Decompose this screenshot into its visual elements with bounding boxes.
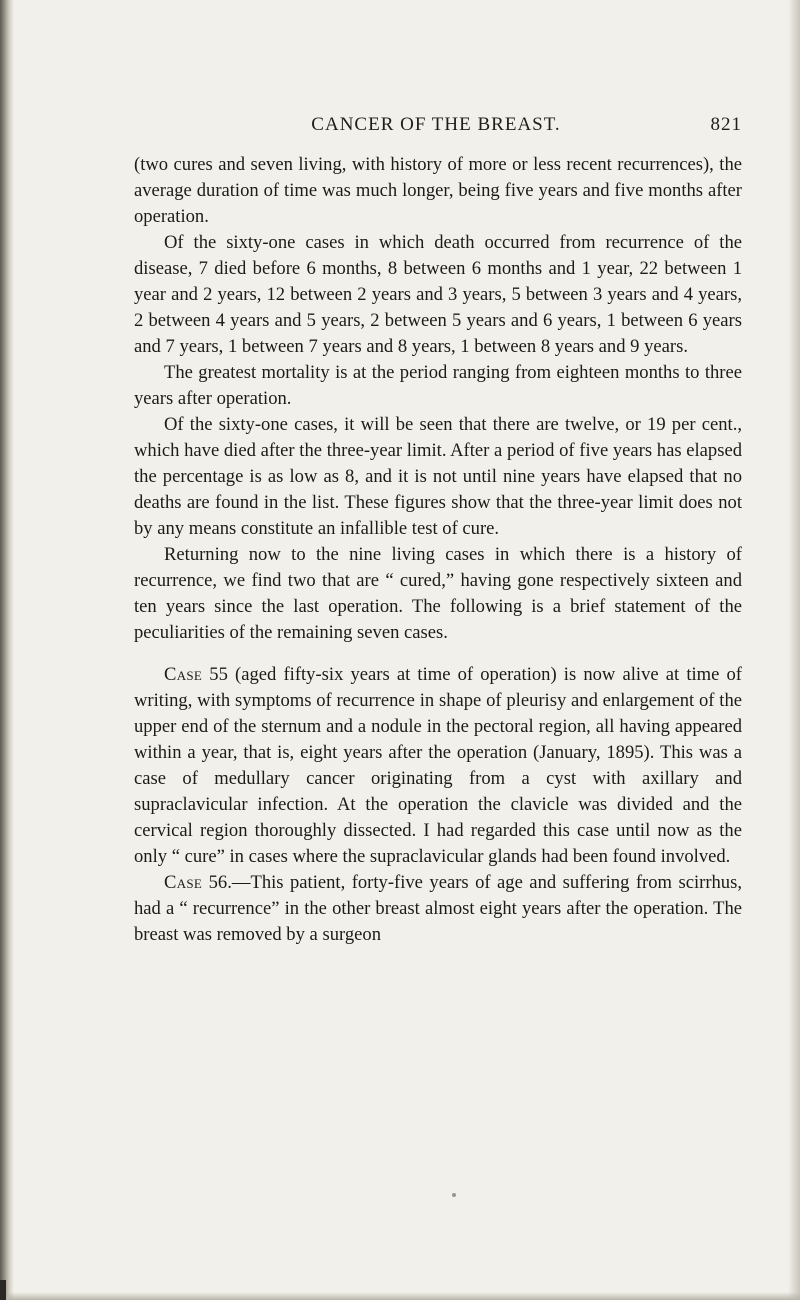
- paragraph-case-56: [134, 870, 742, 948]
- running-head: [130, 114, 742, 142]
- paragraph-case-55: [134, 662, 742, 870]
- case-label: Case: [164, 664, 203, 685]
- page-edge-right: [788, 0, 800, 1300]
- gutter-shadow: [0, 0, 14, 1300]
- page-number: 821: [710, 114, 742, 135]
- body-text: [134, 152, 742, 948]
- ink-speck: [452, 1193, 456, 1197]
- page-edge-bottom: [0, 1292, 800, 1300]
- paragraph-three-year-limit: Of the sixty-one cases, it will be seen that there are twelve, or 19 per cent., which have died after the three-year limit. After a period of five years has elapsed the percentage is as low as 8, and it is not until nine years have elapsed that no deaths are found in the list. These figures show that the three-year limit does not by any means constitute an infallible test of cure.: [134, 414, 742, 539]
- paragraph-greatest-mortality: The greatest mortality is at the period ranging from eighteen months to three years after operation.: [134, 362, 742, 409]
- running-title: CANCER OF THE BREAST.: [311, 114, 561, 135]
- paragraph-living-cases: Returning now to the nine living cases in which there is a history of recurrence, we find two that are “ cured,” having gone respectively sixteen and ten years since the last operation. The following is a brief statement of the peculiarities of the remaining seven cases.: [134, 544, 742, 643]
- case-55-text: 55 (aged fifty-six years at time of operation) is now alive at time of writing, with symptoms of recurrence in shape of pleurisy and enlargement of the upper end of the sternum and a nodule in the pectoral region, all having appeared within a year, that is, eight years after the operation (January, 1895). This was a case of medullary cancer originating from a cyst with axillary and supraclavicular infection. At the operation the clavicle was divided and the cervical region thoroughly dissected. I had regarded this case until now as the only “ cure” in cases where the supraclavicular glands had been found involved.: [134, 664, 742, 867]
- case-56-text: 56.—This patient, forty-five years of age and suffering from scirrhus, had a “ recurrence” in the other breast almost eight years after the operation. The breast was removed by a surgeon: [134, 872, 742, 945]
- case-label: Case: [164, 872, 203, 893]
- binding-mark: [0, 1280, 6, 1300]
- paragraph-recurrence-deaths: Of the sixty-one cases in which death occurred from recurrence of the disease, 7 died before 6 months, 8 between 6 months and 1 year, 22 between 1 year and 2 years, 12 between 2 years and 3 years, 5 between 3 years and 4 years, 2 between 4 years and 5 years, 2 between 5 years and 6 years, 1 between 6 years and 7 years, 1 between 7 years and 8 years, 1 between 8 years and 9 years.: [134, 232, 742, 357]
- paragraph-continuation: (two cures and seven living, with history of more or less recent recurrences), the average duration of time was much longer, being five years and five months after operation.: [134, 154, 742, 227]
